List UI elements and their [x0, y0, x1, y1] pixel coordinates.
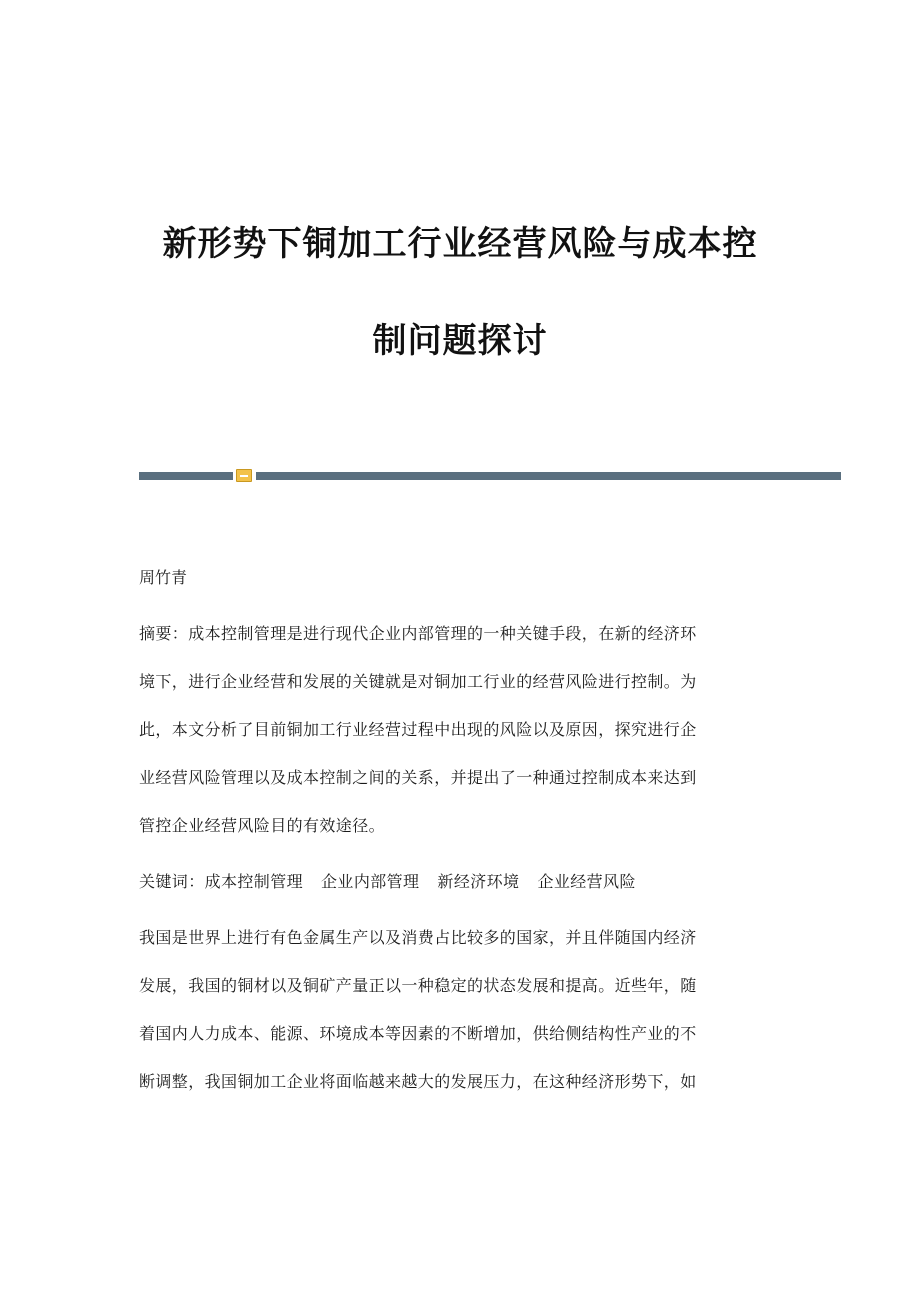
title-divider-right: [256, 472, 841, 480]
body-line: 着国内人力成本、能源、环境成本等因素的不断增加，供给侧结构性产业的不: [139, 1024, 697, 1043]
keywords-label: 关键词：: [139, 872, 205, 891]
divider-emblem-icon: [236, 469, 252, 482]
keyword-item: 新经济环境: [437, 872, 520, 891]
keyword-item: 企业经营风险: [537, 872, 636, 891]
body-line: 发展，我国的铜材以及铜矿产量正以一种稳定的状态发展和提高。近些年，随: [139, 976, 697, 995]
body-line: 断调整，我国铜加工企业将面临越来越大的发展压力，在这种经济形势下，如: [139, 1072, 697, 1091]
abstract-line: 此，本文分析了目前铜加工行业经营过程中出现的风险以及原因，探究进行企: [139, 720, 697, 739]
document-title-line-2: 制问题探讨: [372, 321, 548, 361]
abstract-line: 管控企业经营风险目的有效途径。: [139, 816, 386, 835]
abstract-line: 业经营风险管理以及成本控制之间的关系，并提出了一种通过控制成本来达到: [139, 768, 697, 787]
document-title-line-1: 新形势下铜加工行业经营风险与成本控: [162, 224, 758, 264]
author-name: 周竹青: [139, 568, 188, 587]
body-line: 我国是世界上进行有色金属生产以及消费占比较多的国家，并且伴随国内经济: [139, 928, 697, 947]
keywords-row: [139, 870, 771, 894]
abstract-paragraph: [139, 622, 771, 838]
title-divider-left: [139, 472, 233, 480]
body-paragraph: [139, 926, 771, 1094]
keyword-item: 企业内部管理: [321, 872, 420, 891]
keyword-item: 成本控制管理: [204, 872, 304, 891]
abstract-line: 摘要：成本控制管理是进行现代企业内部管理的一种关键手段，在新的经济环: [139, 624, 697, 643]
abstract-line: 境下，进行企业经营和发展的关键就是对铜加工行业的经营风险进行控制。为: [139, 672, 697, 691]
